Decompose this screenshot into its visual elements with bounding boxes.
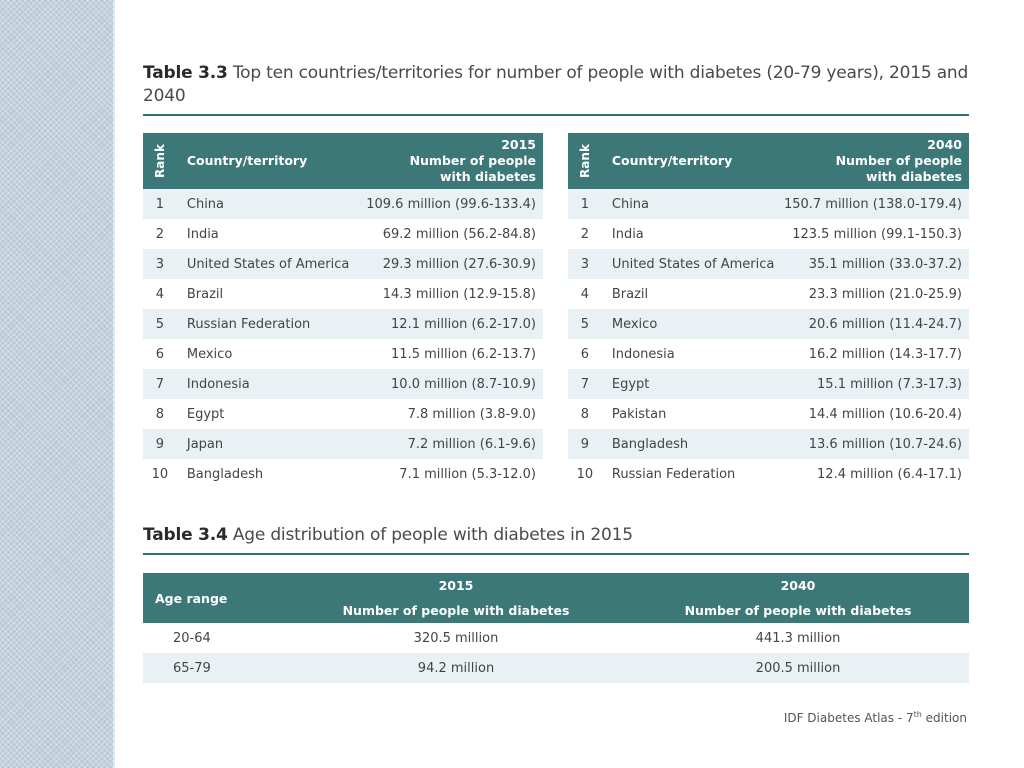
page-content	[143, 62, 969, 683]
table-row	[568, 459, 969, 489]
table-row	[143, 309, 543, 339]
table-row	[143, 429, 543, 459]
side-pattern-strip	[0, 0, 113, 768]
value-cell: 13.6 million (10.7-24.6)	[808, 436, 962, 452]
value-cell: 69.2 million (56.2-84.8)	[382, 226, 536, 242]
value-cell: 14.4 million (10.6-20.4)	[808, 406, 962, 422]
country-cell: Indonesia	[186, 376, 250, 392]
country-cell: Mexico	[611, 316, 658, 332]
rank-cell: 5	[580, 316, 590, 332]
country-cell: United States of America	[186, 256, 350, 272]
rank-cell: 7	[580, 376, 590, 392]
table-row	[568, 279, 969, 309]
country-header: Country/territory	[611, 153, 733, 168]
table-header-row	[143, 573, 969, 623]
value-cell: 15.1 million (7.3-17.3)	[817, 376, 962, 392]
rank-cell: 4	[580, 286, 590, 302]
country-cell: China	[611, 196, 650, 212]
header-2040-sub: Number of people with diabetes	[684, 603, 912, 618]
country-cell: China	[186, 196, 225, 212]
table-row	[568, 369, 969, 399]
table-3-3-label: Table 3.3	[143, 63, 228, 83]
country-header: Country/territory	[186, 153, 308, 168]
footer-sup: th	[913, 710, 922, 719]
table-header-row	[143, 133, 543, 189]
value-header-line1: Number of people	[409, 153, 536, 168]
table-row	[568, 219, 969, 249]
table-row	[143, 369, 543, 399]
rank-cell: 10	[151, 466, 169, 482]
country-cell: Bangladesh	[611, 436, 689, 452]
value-cell: 12.4 million (6.4-17.1)	[817, 466, 962, 482]
rank-cell: 9	[580, 436, 590, 452]
table-3-3-caption: Top ten countries/territories for number of people with diabetes (20-79 years), 2015 and 2040	[143, 63, 969, 106]
table-row	[143, 623, 969, 653]
rank-cell: 10	[576, 466, 594, 482]
value-2015-cell: 320.5 million	[413, 630, 499, 646]
rank-header: Rank	[152, 144, 167, 178]
value-cell: 11.5 million (6.2-13.7)	[391, 346, 536, 362]
table-row	[143, 339, 543, 369]
table-row	[143, 279, 543, 309]
country-cell: Russian Federation	[611, 466, 736, 482]
table-row	[143, 219, 543, 249]
country-cell: Pakistan	[611, 406, 667, 422]
table-3-4-title	[143, 524, 969, 555]
age-range-header: Age range	[155, 590, 228, 606]
value-cell: 150.7 million (138.0-179.4)	[783, 196, 962, 212]
value-cell: 20.6 million (11.4-24.7)	[808, 316, 962, 332]
table-row	[568, 249, 969, 279]
rank-cell: 4	[155, 286, 165, 302]
value-header-line1: Number of people	[835, 153, 962, 168]
table-row	[568, 309, 969, 339]
table-row	[568, 399, 969, 429]
value-header-line2: with diabetes	[865, 169, 962, 184]
country-cell: India	[186, 226, 219, 242]
value-cell: 109.6 million (99.6-133.4)	[366, 196, 536, 212]
rank-cell: 9	[155, 436, 165, 452]
value-cell: 10.0 million (8.7-10.9)	[391, 376, 536, 392]
footer-suffix: edition	[921, 711, 967, 725]
side-divider	[113, 0, 115, 768]
country-cell: Brazil	[186, 286, 224, 302]
value-header	[358, 133, 543, 189]
rank-cell: 1	[580, 196, 590, 212]
rank-cell: 2	[580, 226, 590, 242]
country-cell: Bangladesh	[186, 466, 264, 482]
header-2040	[627, 573, 969, 623]
header-2015	[285, 573, 627, 623]
footer-credit	[784, 710, 967, 725]
value-cell: 29.3 million (27.6-30.9)	[382, 256, 536, 272]
rank-cell: 3	[155, 256, 165, 272]
value-cell: 7.8 million (3.8-9.0)	[407, 406, 536, 422]
value-cell: 12.1 million (6.2-17.0)	[391, 316, 536, 332]
header-2015-sub: Number of people with diabetes	[342, 603, 570, 618]
table-row	[568, 189, 969, 219]
table-header-row	[568, 133, 969, 189]
country-cell: Egypt	[611, 376, 650, 392]
value-header-line2: with diabetes	[439, 169, 536, 184]
table-3-4-caption: Age distribution of people with diabetes in 2015	[232, 525, 633, 545]
top-ten-tables	[143, 133, 969, 489]
country-cell: Russian Federation	[186, 316, 311, 332]
rank-cell: 8	[580, 406, 590, 422]
country-cell: Japan	[186, 436, 224, 452]
country-cell: Egypt	[186, 406, 225, 422]
table-3-4-label: Table 3.4	[143, 525, 228, 545]
country-cell: United States of America	[611, 256, 775, 272]
rank-cell: 1	[155, 196, 165, 212]
rank-cell: 5	[155, 316, 165, 332]
table-2040	[568, 133, 969, 489]
value-2040-cell: 200.5 million	[755, 660, 841, 676]
table-row	[143, 653, 969, 683]
age-cell: 65-79	[173, 660, 211, 676]
value-cell: 123.5 million (99.1-150.3)	[792, 226, 962, 242]
value-2040-cell: 441.3 million	[755, 630, 841, 646]
table-row	[143, 189, 543, 219]
country-cell: Mexico	[186, 346, 233, 362]
value-header-year: 2040	[927, 137, 962, 152]
header-2015-year: 2015	[438, 578, 474, 593]
footer-text: IDF Diabetes Atlas - 7	[783, 711, 914, 725]
rank-cell: 6	[155, 346, 165, 362]
table-row	[143, 459, 543, 489]
rank-cell: 2	[155, 226, 165, 242]
country-cell: Indonesia	[611, 346, 675, 362]
table-2015	[143, 133, 543, 489]
value-cell: 16.2 million (14.3-17.7)	[808, 346, 962, 362]
value-header	[779, 133, 969, 189]
table-row	[568, 429, 969, 459]
rank-cell: 8	[155, 406, 165, 422]
rank-cell: 3	[580, 256, 590, 272]
rank-cell: 6	[580, 346, 590, 362]
value-cell: 14.3 million (12.9-15.8)	[382, 286, 536, 302]
header-2040-year: 2040	[780, 578, 816, 593]
table-row	[568, 339, 969, 369]
age-distribution-table	[143, 573, 969, 683]
value-header-year: 2015	[501, 137, 536, 152]
value-cell: 35.1 million (33.0-37.2)	[808, 256, 962, 272]
country-cell: Brazil	[611, 286, 649, 302]
table-row	[143, 249, 543, 279]
table-3-3-title	[143, 62, 969, 116]
country-cell: India	[611, 226, 644, 242]
value-cell: 23.3 million (21.0-25.9)	[808, 286, 962, 302]
age-cell: 20-64	[173, 630, 211, 646]
table-row	[143, 399, 543, 429]
value-cell: 7.1 million (5.3-12.0)	[399, 466, 536, 482]
rank-cell: 7	[155, 376, 165, 392]
value-2015-cell: 94.2 million	[417, 660, 495, 676]
value-cell: 7.2 million (6.1-9.6)	[407, 436, 536, 452]
rank-header: Rank	[577, 144, 592, 178]
